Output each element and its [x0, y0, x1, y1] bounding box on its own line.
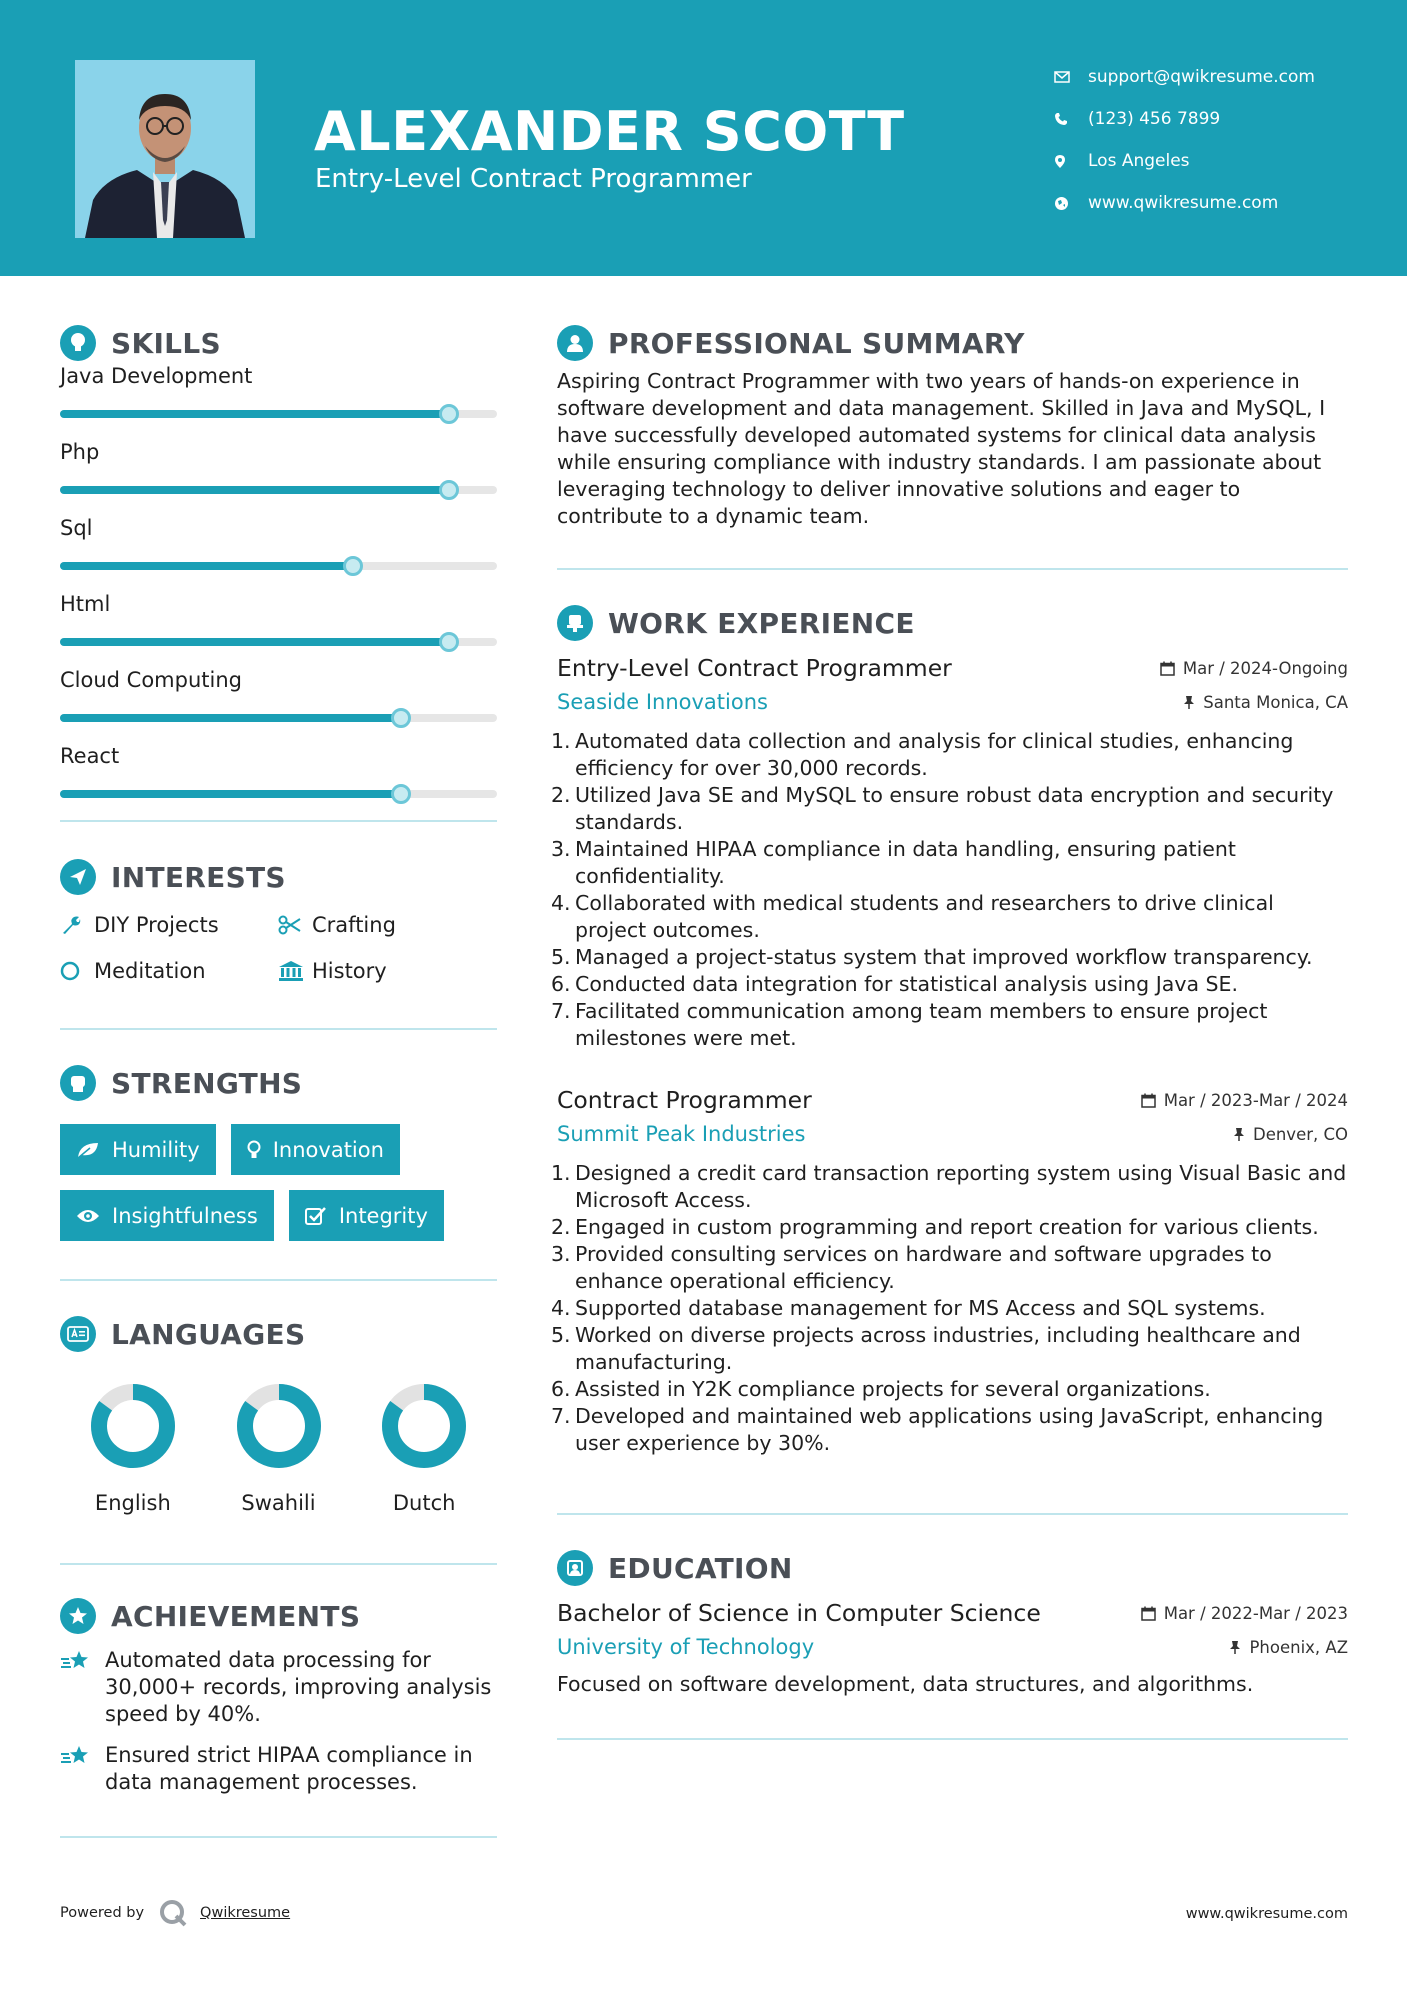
candidate-name: ALEXANDER SCOTT	[314, 100, 905, 163]
footer-website[interactable]: www.qwikresume.com	[1185, 1906, 1348, 1922]
job-bullet: 5. Worked on diverse projects across industries, including healthcare and manufacturing.	[551, 1323, 1301, 1374]
star-badge-icon	[60, 1598, 96, 1634]
section-divider	[60, 1836, 497, 1838]
section-divider	[557, 568, 1348, 570]
strength-chip: Insightfulness	[60, 1190, 274, 1241]
language-name: English	[94, 1491, 171, 1515]
language-item	[206, 1383, 352, 1515]
language-item	[60, 1383, 206, 1515]
job-bullet: 3. Maintained HIPAA compliance in data handling, ensuring patient confidentiality.	[551, 837, 1236, 888]
calendar-icon	[1141, 1093, 1156, 1108]
education-entry	[557, 1599, 1348, 1698]
job-entry	[551, 654, 1348, 1052]
section-divider	[557, 1738, 1348, 1740]
wrench-icon	[60, 914, 94, 936]
pushpin-icon	[1229, 1640, 1241, 1655]
profile-photo	[75, 60, 255, 238]
skill-bar-knob	[343, 556, 363, 576]
graduate-icon	[557, 1550, 593, 1586]
experience-heading: WORK EXPERIENCE	[557, 600, 1348, 646]
bullet-number: 6.	[551, 1377, 571, 1401]
education-heading: EDUCATION	[557, 1545, 1348, 1591]
skill-bar	[60, 410, 497, 418]
calendar-icon	[1160, 661, 1175, 676]
user-icon	[557, 325, 593, 361]
job-bullet: 4. Collaborated with medical students and researchers to drive clinical project outcomes.	[551, 891, 1274, 942]
section-divider	[60, 1279, 497, 1281]
skill-name: Cloud Computing	[60, 668, 242, 692]
job-bullet: 6. Conducted data integration for statistical analysis using Java SE.	[551, 972, 1239, 996]
shooting-star-icon	[60, 1742, 105, 1774]
strength-chip: Integrity	[289, 1190, 444, 1241]
pushpin-icon	[1233, 1127, 1245, 1142]
education-location: Phoenix, AZ	[1229, 1638, 1348, 1657]
interests-heading: INTERESTS	[60, 854, 497, 900]
language-proficiency-ring	[236, 1383, 322, 1469]
achievement-item: Ensured strict HIPAA compliance in data management processes.	[60, 1742, 497, 1796]
language-proficiency-ring	[381, 1383, 467, 1469]
summary-heading: PROFESSIONAL SUMMARY	[557, 320, 1348, 366]
summary-text: Aspiring Contract Programmer with two years of hands-on experience in software development and data management. Skilled in Java and MySQL, I have successfully developed automated systems for clinical data analysis while ensuring compliance with industry standards. I am passionate about leveraging technology to deliver innovative solutions and eager to contribute to a dynamic team.	[557, 369, 1326, 528]
bullet-number: 4.	[551, 891, 571, 915]
job-bullet: 1. Designed a credit card transaction reporting system using Visual Basic and Microsoft Access.	[551, 1161, 1347, 1212]
degree: Bachelor of Science in Computer Science	[557, 1599, 1041, 1627]
job-bullet: 3. Provided consulting services on hardware and software upgrades to enhance operational efficiency.	[551, 1242, 1272, 1293]
job-bullet: 7. Facilitated communication among team members to ensure project milestones were met.	[551, 999, 1268, 1050]
languages-heading: LANGUAGES	[60, 1311, 497, 1357]
skill-bar-knob	[391, 708, 411, 728]
job-bullets	[551, 1160, 1348, 1457]
job-bullet: 7. Developed and maintained web applications using JavaScript, enhancing user experience by 30%.	[551, 1404, 1324, 1455]
skills-heading: SKILLS	[60, 320, 497, 366]
contact-list	[1054, 56, 1315, 224]
job-bullets	[551, 728, 1348, 1052]
qwikresume-link[interactable]: Qwikresume	[200, 1905, 291, 1921]
bullet-number: 3.	[551, 1242, 571, 1266]
bullet-number: 2.	[551, 783, 571, 807]
skill-item	[60, 744, 497, 820]
skill-bar-knob	[439, 404, 459, 424]
job-entry	[551, 1086, 1348, 1457]
resume-header	[0, 0, 1407, 276]
bullet-number: 1.	[551, 729, 571, 753]
education-description: Focused on software development, data structures, and algorithms.	[557, 1672, 1254, 1696]
qwikresume-logo-icon	[158, 1898, 188, 1928]
skill-bar	[60, 638, 497, 646]
interests-list	[60, 900, 497, 984]
contact-email-text: support@qwikresume.com	[1088, 67, 1315, 87]
job-role: Contract Programmer	[557, 1086, 812, 1114]
job-role: Entry-Level Contract Programmer	[557, 654, 952, 682]
skill-name: Html	[60, 592, 111, 616]
job-bullet: 6. Assisted in Y2K compliance projects for several organizations.	[551, 1377, 1211, 1401]
strengths-list	[60, 1106, 480, 1241]
section-divider	[557, 1513, 1348, 1515]
bullet-number: 4.	[551, 1296, 571, 1320]
envelope-icon	[1054, 71, 1088, 83]
bullet-number: 7.	[551, 1404, 571, 1428]
skill-bar-fill	[60, 486, 449, 494]
interest-item: Meditation	[60, 958, 278, 984]
skill-bar	[60, 562, 497, 570]
achievements-heading: ACHIEVEMENTS	[60, 1593, 497, 1639]
strength-chip: Innovation	[231, 1124, 400, 1175]
company-name: Seaside Innovations	[557, 690, 768, 714]
languages-list	[60, 1357, 497, 1515]
skills-list	[60, 364, 497, 820]
language-item	[351, 1383, 497, 1515]
bullet-number: 1.	[551, 1161, 571, 1185]
skill-bar-fill	[60, 790, 401, 798]
skill-item	[60, 440, 497, 516]
lightbulb-icon	[60, 325, 96, 361]
job-date: Mar / 2023-Mar / 2024	[1141, 1091, 1348, 1110]
checkbox-icon	[305, 1206, 327, 1226]
school-name: University of Technology	[557, 1635, 815, 1659]
contact-location	[1054, 140, 1315, 182]
skill-item	[60, 364, 497, 440]
pushpin-icon	[1183, 695, 1195, 710]
bullet-number: 5.	[551, 945, 571, 969]
museum-icon	[278, 960, 312, 982]
job-bullet: 1. Automated data collection and analysis for clinical studies, enhancing efficiency for over 30,000 records.	[551, 729, 1294, 780]
globe-icon	[1054, 196, 1088, 211]
skill-bar-knob	[391, 784, 411, 804]
skill-name: Java Development	[60, 364, 253, 388]
shooting-star-icon	[60, 1647, 105, 1679]
bullet-number: 2.	[551, 1215, 571, 1239]
company-name: Summit Peak Industries	[557, 1122, 806, 1146]
interest-item: DIY Projects	[60, 912, 278, 938]
job-bullet: 4. Supported database management for MS Access and SQL systems.	[551, 1296, 1266, 1320]
strengths-heading: STRENGTHS	[60, 1060, 497, 1106]
section-divider	[60, 1028, 497, 1030]
skill-bar	[60, 790, 497, 798]
fist-icon	[60, 1065, 96, 1101]
skill-bar-fill	[60, 410, 449, 418]
language-proficiency-ring	[90, 1383, 176, 1469]
interest-item: Crafting	[278, 912, 496, 938]
interest-item: History	[278, 958, 496, 984]
section-divider	[60, 820, 497, 822]
skill-item	[60, 516, 497, 592]
language-name: Dutch	[392, 1491, 456, 1515]
contact-website[interactable]	[1054, 182, 1315, 224]
map-pin-icon	[1054, 154, 1088, 169]
contact-location-text: Los Angeles	[1088, 151, 1190, 171]
contact-phone[interactable]	[1054, 98, 1315, 140]
job-bullet: 5. Managed a project-status system that improved workflow transparency.	[551, 945, 1313, 969]
skill-name: Php	[60, 440, 100, 464]
scissors-icon	[278, 915, 312, 935]
lightbulb-icon	[247, 1140, 261, 1160]
skill-bar	[60, 714, 497, 722]
candidate-title: Entry-Level Contract Programmer	[315, 164, 752, 194]
bullet-number: 7.	[551, 999, 571, 1023]
bullet-number: 5.	[551, 1323, 571, 1347]
skill-name: React	[60, 744, 120, 768]
left-column	[60, 320, 497, 1838]
jobs-list	[551, 654, 1348, 1457]
leaf-icon	[76, 1141, 100, 1159]
job-location: Santa Monica, CA	[1183, 693, 1348, 712]
language-name: Swahili	[241, 1491, 316, 1515]
skill-bar-fill	[60, 562, 353, 570]
eye-icon	[76, 1208, 100, 1224]
paper-plane-icon	[60, 859, 96, 895]
achievement-item: Automated data processing for 30,000+ records, improving analysis speed by 40%.	[60, 1647, 497, 1728]
translate-icon	[60, 1316, 96, 1352]
skill-bar-knob	[439, 480, 459, 500]
circle-icon	[60, 960, 94, 982]
job-bullet: 2. Engaged in custom programming and report creation for various clients.	[551, 1215, 1319, 1239]
contact-website-text: www.qwikresume.com	[1088, 193, 1279, 213]
job-location: Denver, CO	[1233, 1125, 1348, 1144]
bullet-number: 6.	[551, 972, 571, 996]
skill-name: Sql	[60, 516, 93, 540]
job-bullet: 2. Utilized Java SE and MySQL to ensure robust data encryption and security standards.	[551, 783, 1334, 834]
section-divider	[60, 1563, 497, 1565]
footer-powered-by: Powered by Qwikresume	[60, 1898, 290, 1928]
skill-bar-fill	[60, 714, 401, 722]
skill-bar-knob	[439, 632, 459, 652]
skill-bar	[60, 486, 497, 494]
skill-item	[60, 668, 497, 744]
contact-email[interactable]	[1054, 56, 1315, 98]
right-column	[551, 320, 1348, 1740]
education-date: Mar / 2022-Mar / 2023	[1141, 1604, 1348, 1623]
skill-item	[60, 592, 497, 668]
phone-icon	[1054, 112, 1088, 126]
contact-phone-text: (123) 456 7899	[1088, 109, 1221, 129]
job-date: Mar / 2024-Ongoing	[1160, 659, 1348, 678]
strength-chip: Humility	[60, 1124, 216, 1175]
calendar-icon	[1141, 1606, 1156, 1621]
bullet-number: 3.	[551, 837, 571, 861]
skill-bar-fill	[60, 638, 449, 646]
briefcase-icon	[557, 605, 593, 641]
